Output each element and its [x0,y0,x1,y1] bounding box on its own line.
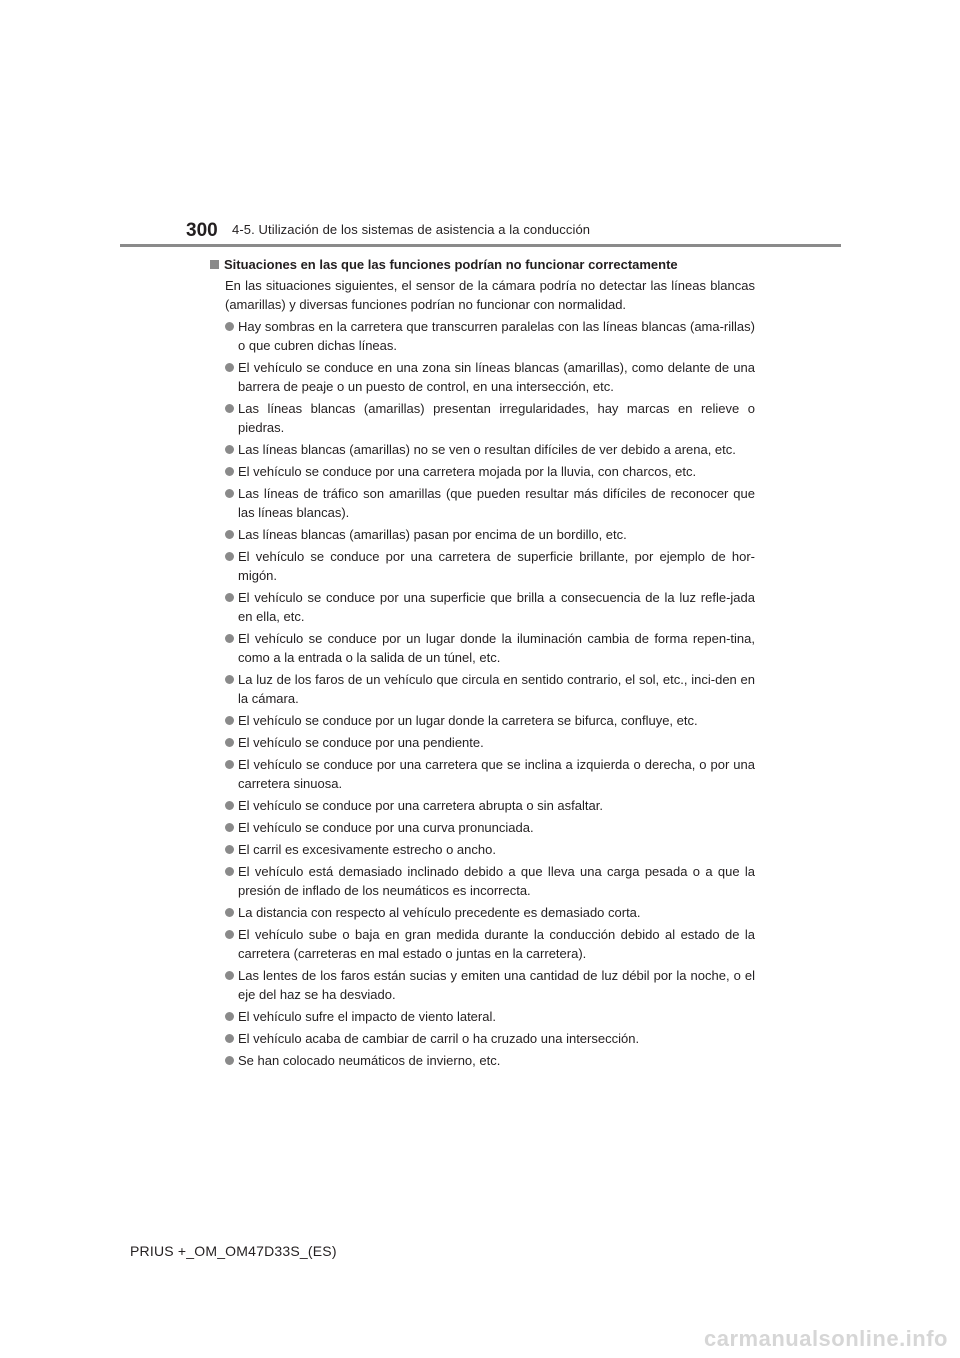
circle-bullet-icon [225,1034,234,1043]
list-item-text: El carril es excesivamente estrecho o ancho. [238,842,496,857]
circle-bullet-icon [225,1056,234,1065]
watermark: carmanualsonline.info [704,1326,948,1351]
circle-bullet-icon [225,801,234,810]
list-item [225,440,755,459]
list-item [225,966,755,1004]
list-item-text: Las líneas de tráfico son amarillas (que pueden resultar más difíciles de reconocer que las líneas blancas). [238,486,755,520]
list-item [225,1007,755,1026]
list-item [225,358,755,396]
circle-bullet-icon [225,363,234,372]
list-item [225,588,755,626]
circle-bullet-icon [225,823,234,832]
list-item [225,840,755,859]
circle-bullet-icon [225,634,234,643]
list-item-text: El vehículo se conduce por una curva pronunciada. [238,820,534,835]
list-item-text: El vehículo está demasiado inclinado debido a que lleva una carga pesada o a que la presión de inflado de los neumáticos es incorrecta. [238,864,755,898]
list-item-text: Las líneas blancas (amarillas) presentan irregularidades, hay marcas en relieve o piedras. [238,401,755,435]
section-intro: En las situaciones siguientes, el sensor de la cámara podría no detectar las líneas blancas (amarillas) y diversas funciones podrían no funcionar con normalidad. [225,278,755,312]
situation-list [210,317,755,1070]
list-item [225,733,755,752]
circle-bullet-icon [225,1012,234,1021]
list-item [225,462,755,481]
circle-bullet-icon [225,760,234,769]
list-item-text: El vehículo se conduce por una superficie que brilla a consecuencia de la luz refle-jada en ella, etc. [238,590,755,624]
circle-bullet-icon [225,322,234,331]
list-item-text: El vehículo sufre el impacto de viento lateral. [238,1009,496,1024]
circle-bullet-icon [225,716,234,725]
list-item [225,317,755,355]
list-item [225,925,755,963]
list-item-text: El vehículo se conduce por una carretera de superficie brillante, por ejemplo de hor-migón. [238,549,755,583]
document-code: PRIUS +_OM_OM47D33S_(ES) [130,1243,337,1259]
circle-bullet-icon [225,908,234,917]
content-section [210,256,755,1070]
list-item-text: La luz de los faros de un vehículo que circula en sentido contrario, el sol, etc., inci-den en la cámara. [238,672,755,706]
list-item [225,484,755,522]
list-item [225,670,755,708]
circle-bullet-icon [225,971,234,980]
list-item [225,796,755,815]
circle-bullet-icon [225,552,234,561]
list-item-text: Hay sombras en la carretera que transcurren paralelas con las líneas blancas (ama-rillas) o que cubren dichas líneas. [238,319,755,353]
list-item-text: El vehículo se conduce por una carretera mojada por la lluvia, con charcos, etc. [238,464,697,479]
list-item [225,711,755,730]
circle-bullet-icon [225,930,234,939]
list-item-text: El vehículo se conduce por una carretera que se inclina a izquierda o derecha, o por una carretera sinuosa. [238,757,755,791]
list-item [225,1029,755,1048]
circle-bullet-icon [225,738,234,747]
list-item [225,903,755,922]
square-bullet-icon [210,260,219,269]
list-item-text: El vehículo se conduce por un lugar donde la iluminación cambia de forma repen-tina, como a la entrada o la salida de un túnel, etc. [238,631,755,665]
list-item-text: El vehículo sube o baja en gran medida durante la conducción debido al estado de la carretera (carreteras en mal estado o juntas en la carretera). [238,927,755,961]
list-item-text: El vehículo se conduce en una zona sin líneas blancas (amarillas), como delante de una barrera de peaje o un puesto de control, en una intersección, etc. [238,360,755,394]
list-item-text: Las líneas blancas (amarillas) no se ven o resultan difíciles de ver debido a arena, etc. [238,442,736,457]
header-rule [120,244,841,247]
list-item-text: El vehículo se conduce por una pendiente. [238,735,484,750]
list-item-text: El vehículo se conduce por una carretera abrupta o sin asfaltar. [238,798,603,813]
list-item-text: La distancia con respecto al vehículo precedente es demasiado corta. [238,905,641,920]
circle-bullet-icon [225,489,234,498]
section-heading-text: Situaciones en las que las funciones podrían no funcionar correctamente [224,257,678,272]
circle-bullet-icon [225,467,234,476]
list-item [225,1051,755,1070]
list-item [225,862,755,900]
circle-bullet-icon [225,404,234,413]
list-item [225,818,755,837]
chapter-title: 4-5. Utilización de los sistemas de asistencia a la conducción [232,222,591,237]
page-number: 300 [186,220,218,241]
circle-bullet-icon [225,593,234,602]
list-item [225,525,755,544]
list-item [225,629,755,667]
list-item-text: Las líneas blancas (amarillas) pasan por encima de un bordillo, etc. [238,527,627,542]
list-item-text: Se han colocado neumáticos de invierno, etc. [238,1053,501,1068]
list-item-text: Las lentes de los faros están sucias y emiten una cantidad de luz débil por la noche, o el eje del haz se ha desviado. [238,968,755,1002]
circle-bullet-icon [225,445,234,454]
list-item [225,755,755,793]
list-item-text: El vehículo acaba de cambiar de carril o ha cruzado una intersección. [238,1031,640,1046]
list-item-text: El vehículo se conduce por un lugar donde la carretera se bifurca, confluye, etc. [238,713,698,728]
circle-bullet-icon [225,845,234,854]
circle-bullet-icon [225,530,234,539]
circle-bullet-icon [225,675,234,684]
circle-bullet-icon [225,867,234,876]
list-item [225,399,755,437]
list-item [225,547,755,585]
section-heading [210,256,755,273]
